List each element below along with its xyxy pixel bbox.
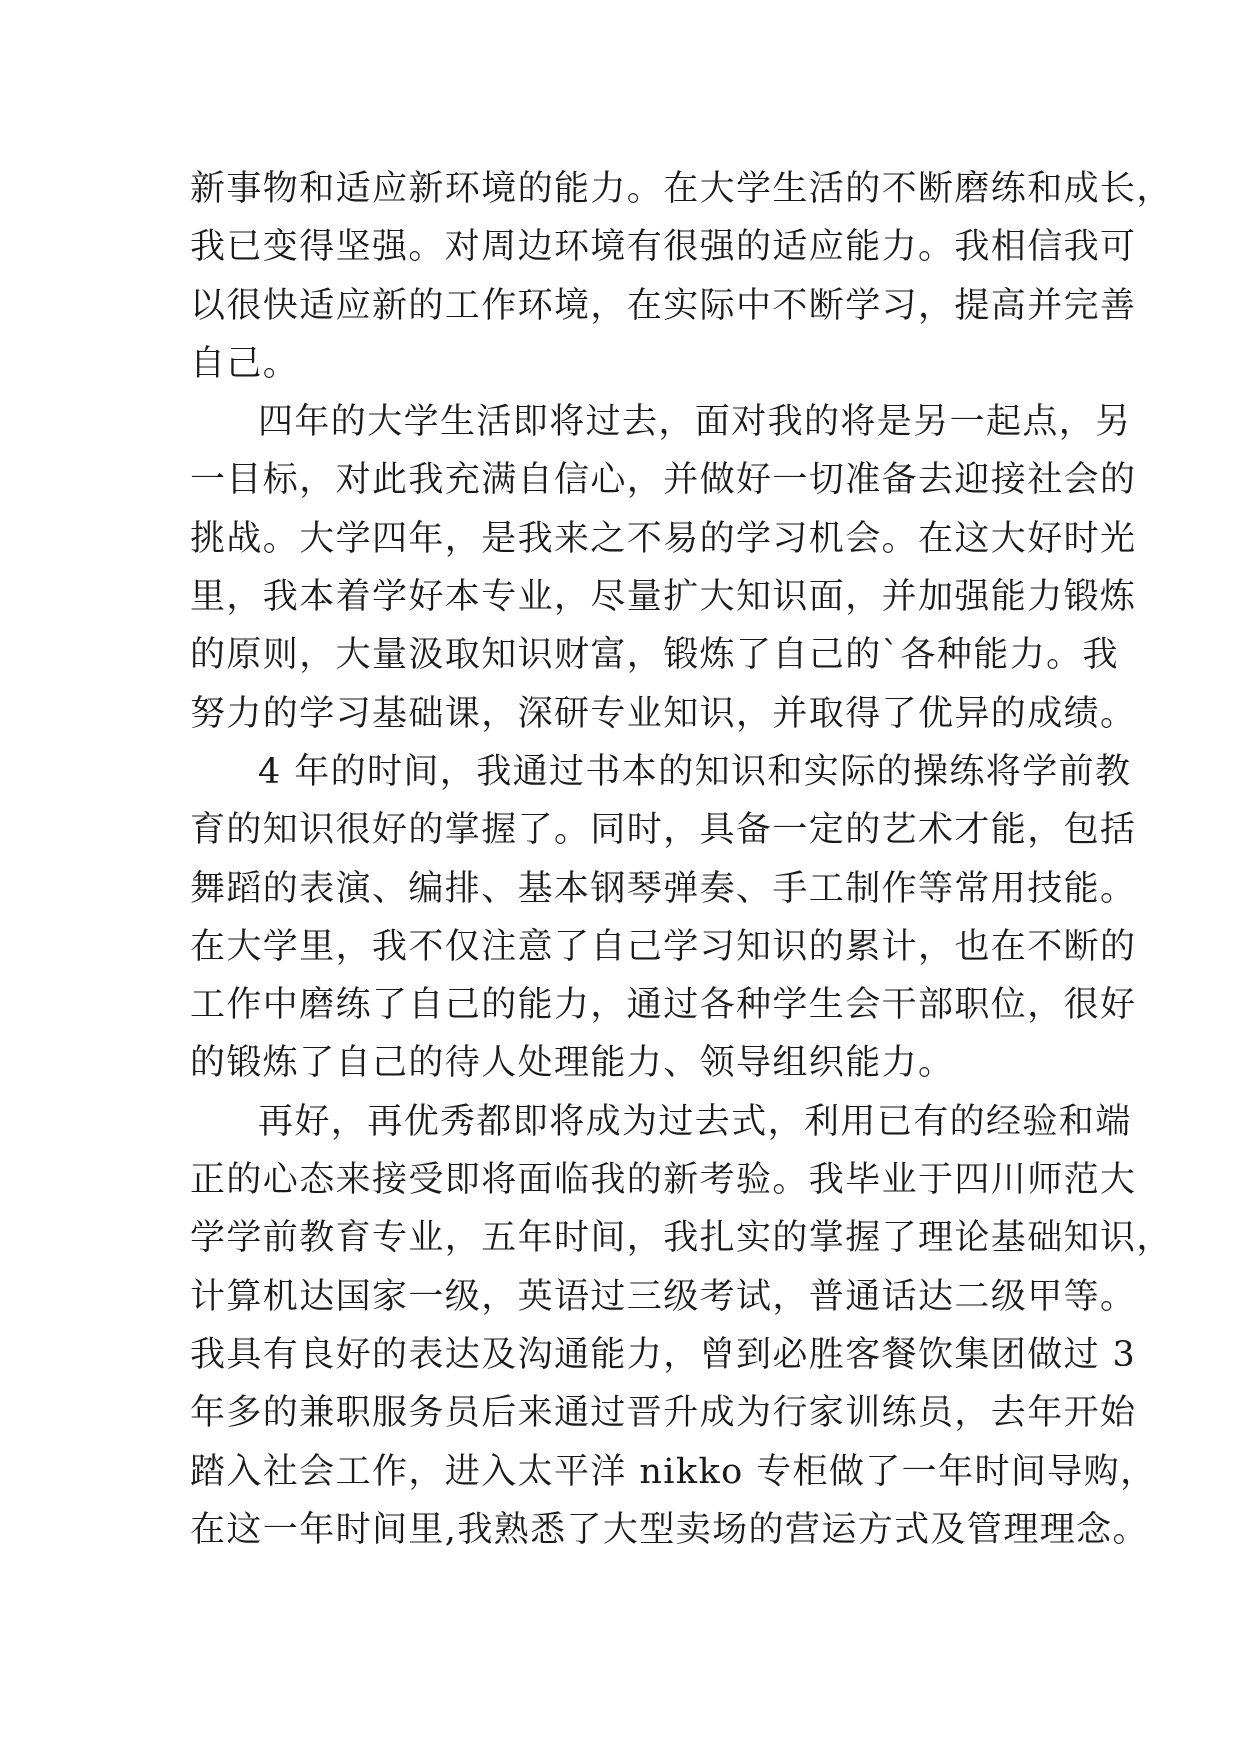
text-line: 在这一年时间里,我熟悉了大型卖场的营运方式及管理理念。: [190, 1509, 1149, 1550]
text-line: 的锻炼了自己的待人处理能力、领导组织能力。: [190, 1043, 955, 1084]
paragraph-4: [190, 1093, 1173, 1559]
text-line: 我具有良好的表达及沟通能力，曾到必胜客餐饮集团做过 3: [190, 1334, 1137, 1375]
body-text: [190, 160, 1173, 1559]
text-line: 正的心态来接受即将面临我的新考验。我毕业于四川师范大: [190, 1160, 1137, 1201]
text-line: 一目标，对此我充满自信心，并做好一切准备去迎接社会的: [190, 460, 1137, 501]
text-line: 年多的兼职服务员后来通过晋升成为行家训练员，去年开始: [190, 1393, 1137, 1434]
text-line: 四年的大学生活即将过去，面对我的将是另一起点，另: [258, 402, 1132, 443]
text-line: 努力的学习基础课，深研专业知识，并取得了优异的成绩。: [190, 693, 1137, 734]
text-line: 自己。: [190, 343, 300, 384]
text-line: 4 年的时间，我通过书本的知识和实际的操练将学前教: [258, 751, 1132, 792]
paragraph-3: [190, 743, 1137, 1093]
text-line: 的原则，大量汲取知识财富，锻炼了自己的`各种能力。我: [190, 635, 1119, 676]
text-line: 工作中磨练了自己的能力，通过各种学生会干部职位，很好: [190, 985, 1137, 1026]
text-line: 计算机达国家一级，英语过三级考试，普通话达二级甲等。: [190, 1276, 1137, 1317]
text-line: 挑战。大学四年，是我来之不易的学习机会。在这大好时光: [190, 518, 1137, 559]
text-line: 学学前教育专业，五年时间，我扎实的掌握了理论基础知识，: [190, 1218, 1173, 1259]
paragraph-2: [190, 393, 1137, 743]
paragraph-1: [190, 160, 1173, 393]
text-line: 以很快适应新的工作环境，在实际中不断学习，提高并完善: [190, 285, 1137, 326]
text-line: 里，我本着学好本专业，尽量扩大知识面，并加强能力锻炼: [190, 577, 1137, 618]
text-line: 踏入社会工作，进入太平洋 nikko 专柜做了一年时间导购，: [190, 1451, 1157, 1492]
text-line: 再好，再优秀都即将成为过去式，利用已有的经验和端: [258, 1101, 1132, 1142]
text-line: 在大学里，我不仅注意了自己学习知识的累计，也在不断的: [190, 926, 1137, 967]
text-line: 育的知识很好的掌握了。同时，具备一定的艺术才能，包括: [190, 810, 1137, 851]
text-line: 舞蹈的表演、编排、基本钢琴弹奏、手工制作等常用技能。: [190, 868, 1137, 909]
text-line: 新事物和适应新环境的能力。在大学生活的不断磨练和成长，: [190, 169, 1173, 209]
text-line: 我已变得坚强。对周边环境有很强的适应能力。我相信我可: [190, 227, 1137, 268]
